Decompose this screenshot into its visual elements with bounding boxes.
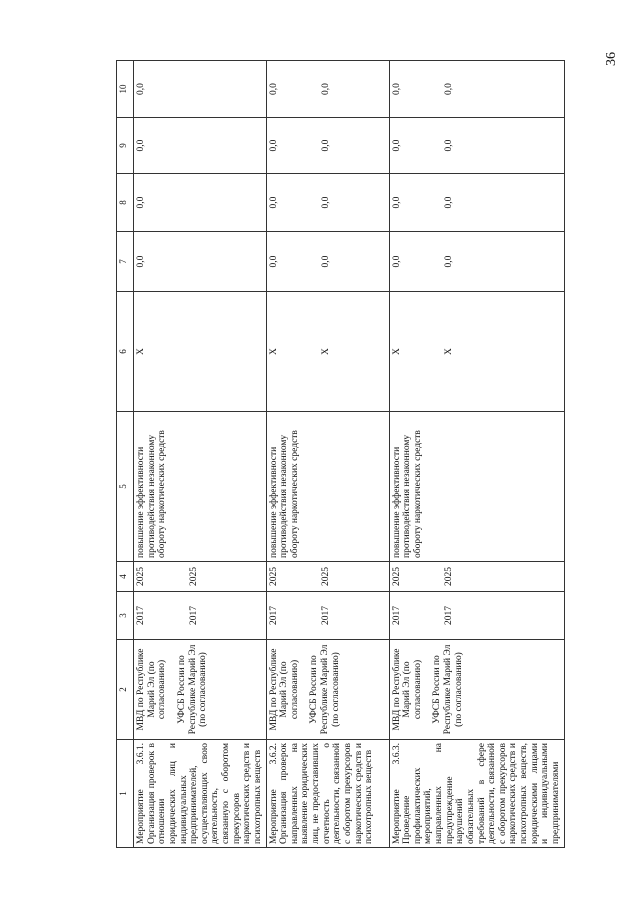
value-cell-9 — [389, 118, 564, 174]
program-measures-table — [116, 60, 565, 848]
value: 0,0 — [136, 255, 146, 268]
value-cell-7 — [134, 232, 267, 292]
value: 0,0 — [268, 139, 279, 152]
mark-cell — [389, 292, 564, 412]
value: 0,0 — [321, 196, 332, 209]
value-cell-10 — [389, 61, 564, 118]
start-year: 2017 — [136, 606, 146, 625]
col-header-4: 4 — [117, 562, 134, 592]
mark: X — [391, 348, 402, 355]
col-header-3: 3 — [117, 592, 134, 640]
mark: X — [444, 348, 455, 355]
value: 0,0 — [136, 83, 146, 95]
value: 0,0 — [391, 83, 402, 95]
value: 0,0 — [391, 139, 402, 152]
value-cell-7 — [389, 232, 564, 292]
value-cell-7 — [266, 232, 389, 292]
value: 0,0 — [444, 255, 455, 268]
end-year: 2025 — [444, 567, 455, 586]
end-year: 2025 — [188, 567, 199, 586]
value-cell-8 — [134, 174, 267, 232]
executor-name: МВД по Республике Марий Эл (по согласованию) — [391, 648, 423, 731]
value: 0,0 — [444, 139, 455, 152]
value-cell-9 — [134, 118, 267, 174]
mark: X — [268, 348, 279, 355]
page-number: 36 — [604, 52, 619, 66]
end-year-cell — [134, 562, 267, 592]
end-year: 2025 — [268, 567, 279, 586]
end-year-cell — [389, 562, 564, 592]
executor-name: УФСБ России по Республике Марий Эл (по согласованию) — [176, 644, 209, 735]
start-year: 2017 — [268, 606, 279, 625]
value-cell-10 — [134, 61, 267, 118]
start-year: 2017 — [188, 606, 199, 625]
value: 0,0 — [268, 196, 279, 209]
executor-name: МВД по Республике Марий Эл (по согласованию) — [268, 648, 300, 731]
col-header-1: 1 — [117, 740, 134, 848]
value-cell-9 — [266, 118, 389, 174]
value: 0,0 — [391, 255, 402, 268]
value: 0,0 — [321, 255, 332, 268]
col-header-2: 2 — [117, 640, 134, 740]
value: 0,0 — [136, 196, 146, 209]
col-header-7: 7 — [117, 232, 134, 292]
start-year: 2017 — [444, 606, 455, 625]
result-cell: повышение эффективности противодействия незаконному обороту наркотических средств — [134, 412, 267, 562]
result-cell: повышение эффективности противодействия незаконному обороту наркотических средств — [266, 412, 389, 562]
end-year: 2025 — [136, 567, 146, 586]
table-row — [266, 61, 389, 848]
result-cell: повышение эффективности противодействия незаконному обороту наркотических средств — [389, 412, 564, 562]
col-header-6: 6 — [117, 292, 134, 412]
col-header-9: 9 — [117, 118, 134, 174]
executor-cell — [266, 640, 389, 740]
end-year: 2025 — [391, 567, 402, 586]
executor-cell — [389, 640, 564, 740]
mark-cell — [266, 292, 389, 412]
start-year-cell — [134, 592, 267, 640]
value: 0,0 — [268, 83, 279, 95]
executor-name: УФСБ России по Республике Марий Эл (по согласованию) — [309, 644, 341, 735]
executor-name: МВД по Республике Марий Эл (по согласованию) — [136, 648, 168, 731]
start-year: 2017 — [391, 606, 402, 625]
mark: X — [136, 348, 146, 355]
start-year-cell — [266, 592, 389, 640]
mark: X — [321, 348, 332, 355]
start-year: 2017 — [321, 606, 332, 625]
measure-cell: Мероприятие 3.6.3. Проведение профилактических мероприятий, направленных на предупреждение нарушений обязательных требований в сфере деятельности, связанной с оборотом прекурсоров наркотических средств и психотропных веществ, юридическими лицами и индивидуальными предпринимателями — [389, 740, 564, 848]
measure-cell: Мероприятие 3.6.2. Организация проверок направленных на выявление юридических лиц, не предоставивших отчетность о деятельности, связанной с оборотом прекурсоров наркотических средств и психотропных веществ — [266, 740, 389, 848]
col-header-5: 5 — [117, 412, 134, 562]
end-year-cell — [266, 562, 389, 592]
value-cell-8 — [389, 174, 564, 232]
table-row — [134, 61, 267, 848]
value: 0,0 — [321, 139, 332, 152]
value: 0,0 — [444, 83, 455, 95]
measure-cell: Мероприятие 3.6.1. Организация проверок в отношении юридических лиц и индивидуальных предпринимателей, осуществляющих свою деятельность, связанную с оборотом прекурсоров наркотических средств и психотропных веществ — [134, 740, 267, 848]
header-row — [117, 61, 134, 848]
table-row — [389, 61, 564, 848]
value-cell-8 — [266, 174, 389, 232]
end-year: 2025 — [321, 567, 332, 586]
value: 0,0 — [321, 83, 332, 95]
value: 0,0 — [268, 255, 279, 268]
executor-name: УФСБ России по Республике Марий Эл (по согласованию) — [432, 644, 464, 735]
mark-cell — [134, 292, 267, 412]
start-year-cell — [389, 592, 564, 640]
col-header-8: 8 — [117, 174, 134, 232]
table-container — [116, 61, 612, 848]
value: 0,0 — [391, 196, 402, 209]
value: 0,0 — [444, 196, 455, 209]
value: 0,0 — [136, 139, 146, 152]
value-cell-10 — [266, 61, 389, 118]
executor-cell — [134, 640, 267, 740]
col-header-10: 10 — [117, 61, 134, 118]
